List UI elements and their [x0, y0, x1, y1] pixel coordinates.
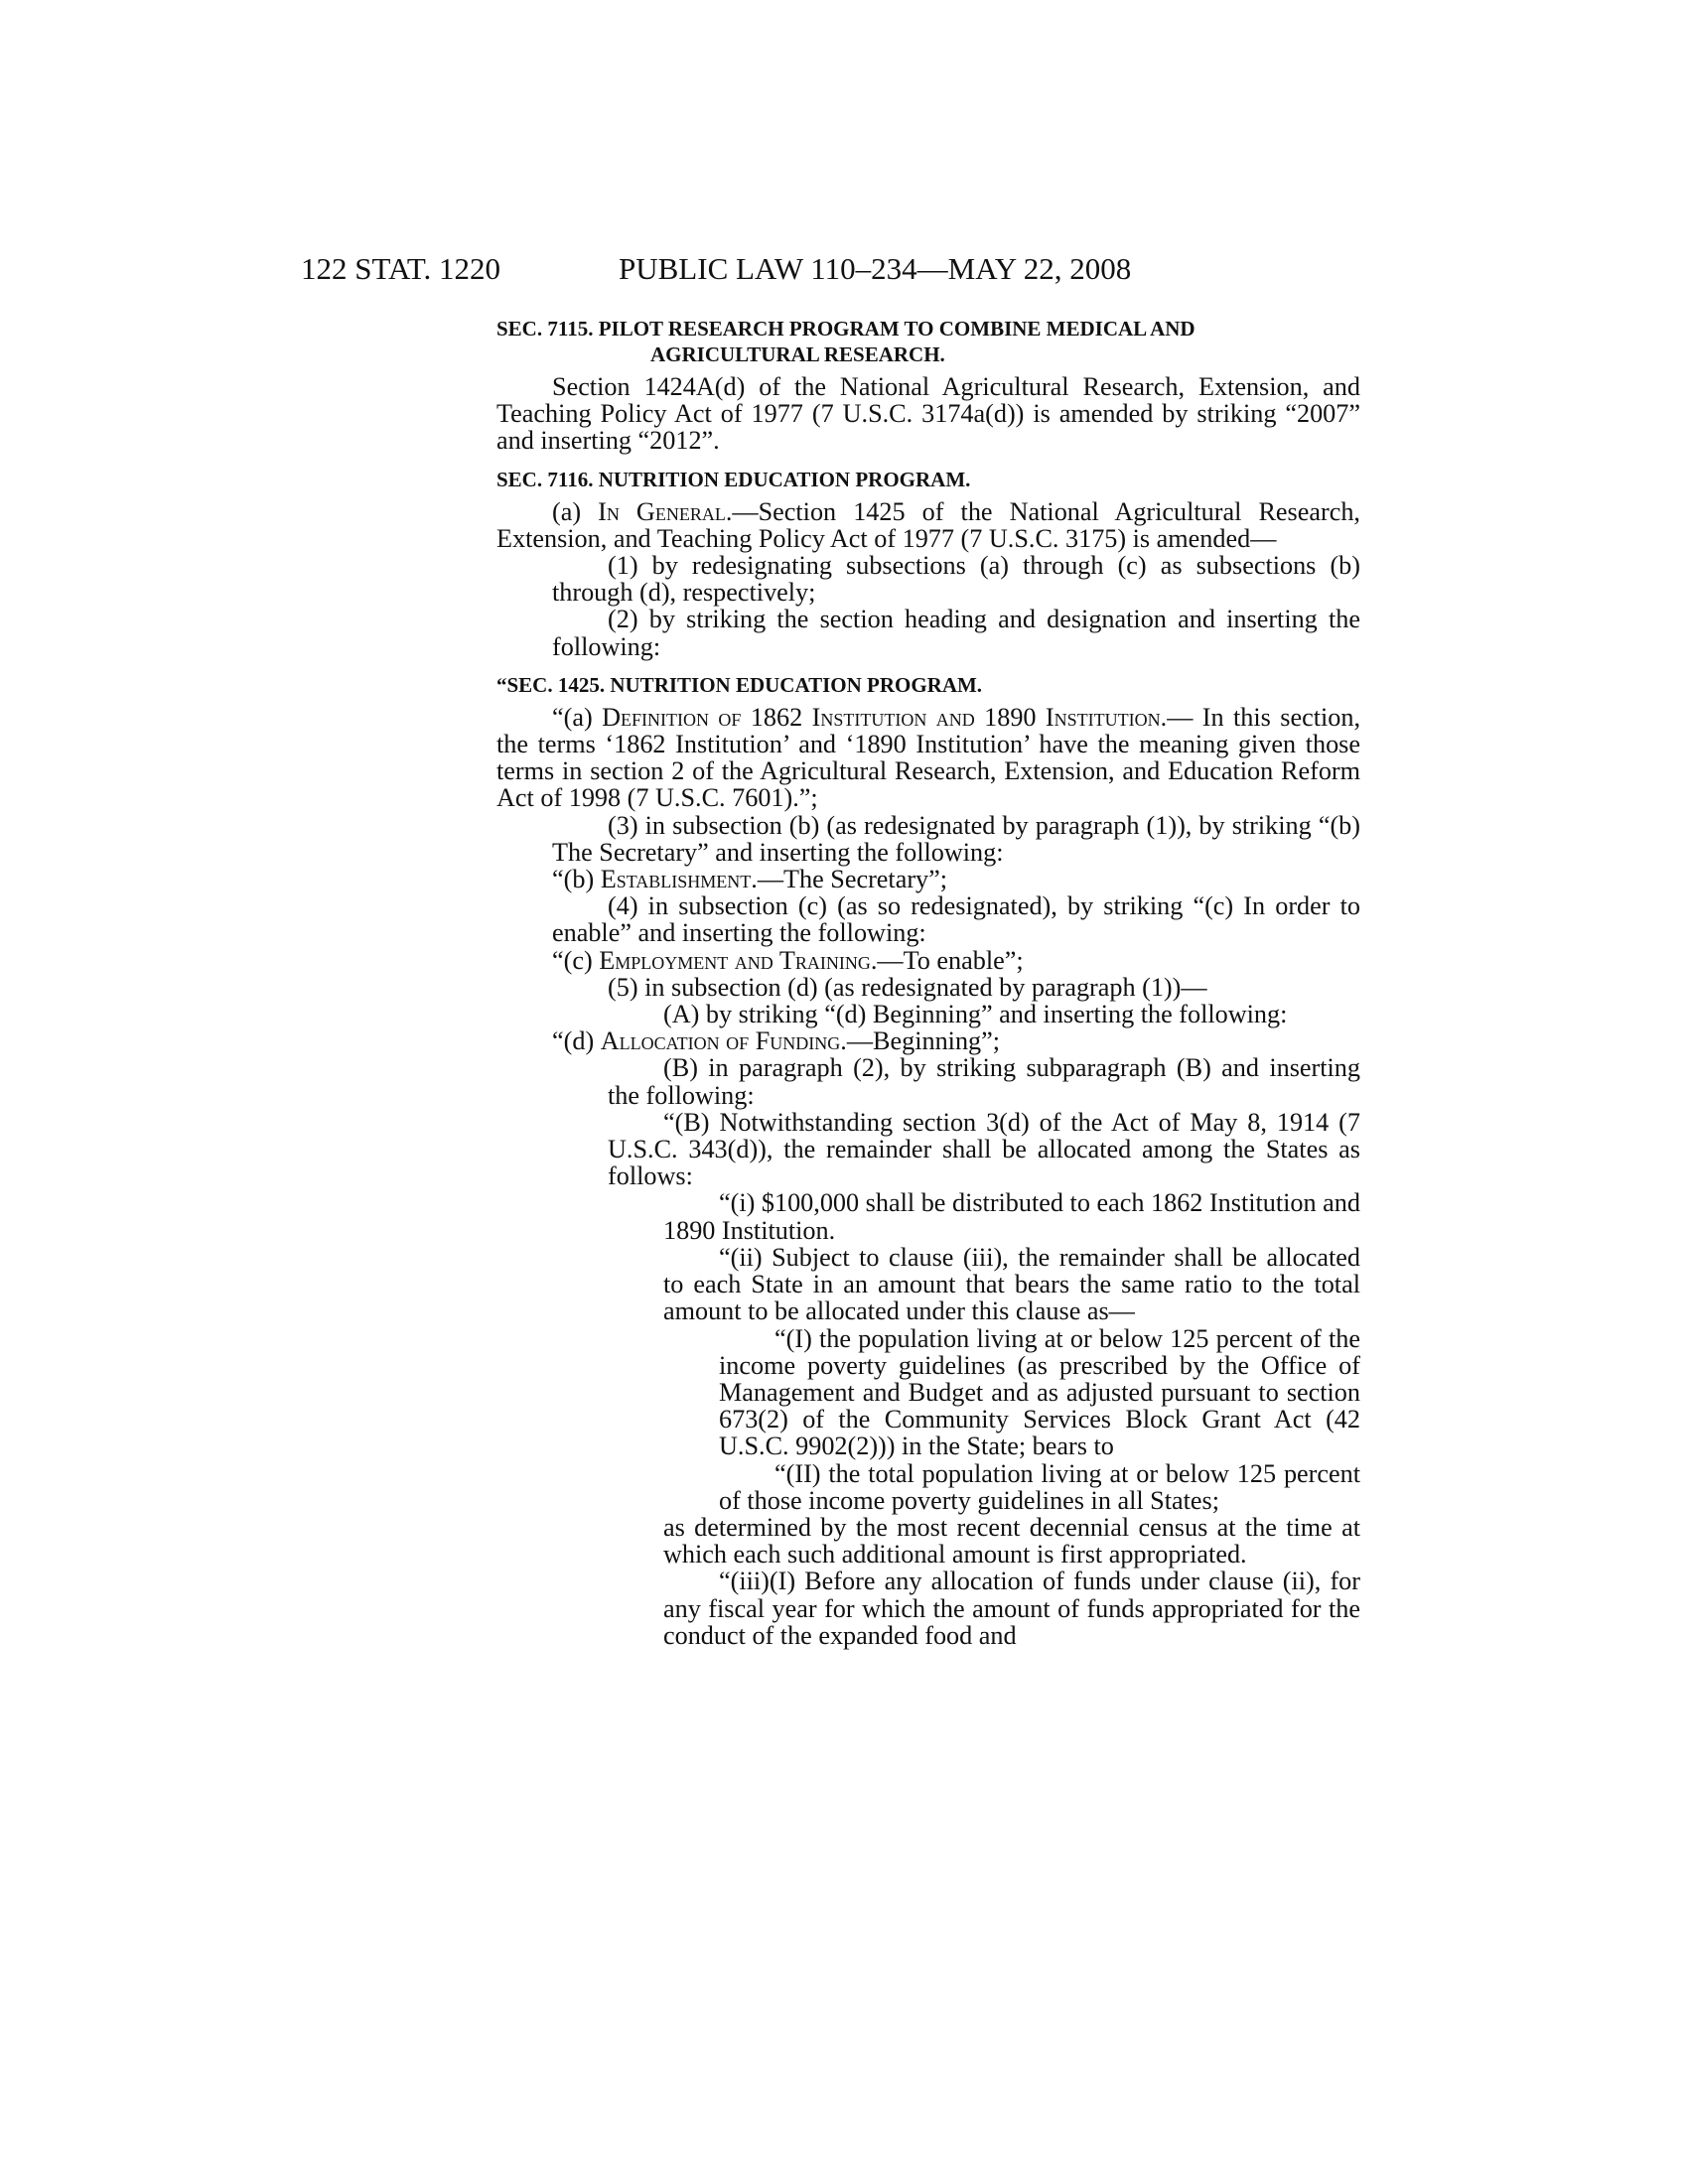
- quoted-subparagraph-B: “(B) Notwithstanding section 3(d) of the Act of May 8, 1914 (7 U.S.C. 343(d)), the remainder shall be allocated among the States as follows:: [608, 1107, 1360, 1191]
- document-body: [496, 316, 1360, 1649]
- paragraph-5: (5) in subsection (d) (as redesignated by paragraph (1))—: [608, 972, 1207, 1002]
- paragraph-1: (1) by redesignating subsections (a) through (c) as subsections (b) through (d), respectively;: [552, 551, 1360, 608]
- quoted-subsection-a: “(a) Definition of 1862 Institution and 1890 Institution.— In this section, the terms ‘1862 Institution’ and ‘1890 Institution’ have the meaning given those terms in section 2 of the Agricultural Research, Extension, and Education Reform Act of 1998 (7 U.S.C. 7601).”;: [496, 702, 1360, 813]
- clause-i: “(i) $100,000 shall be distributed to each 1862 Institution and 1890 Institution.: [663, 1188, 1360, 1245]
- quoted-subsection-d: “(d) Allocation of Funding.—Beginning”;: [552, 1026, 1001, 1056]
- section-7115-heading: SEC. 7115. PILOT RESEARCH PROGRAM TO COMBINE MEDICAL AND AGRICULTURAL RESEARCH.: [496, 317, 1196, 366]
- paragraph-2: (2) by striking the section heading and designation and inserting the following:: [552, 605, 1360, 661]
- subsection-caption: Allocation of Funding: [600, 1026, 841, 1056]
- paragraph-3: (3) in subsection (b) (as redesignated by paragraph (1)), by striking “(b) The Secretary” and inserting the following:: [552, 810, 1360, 867]
- quoted-subsection-c: “(c) Employment and Training.—To enable”;: [552, 945, 1024, 975]
- section-7116-heading: SEC. 7116. NUTRITION EDUCATION PROGRAM.: [496, 467, 971, 491]
- paragraph-4: (4) in subsection (c) (as so redesignated), by striking “(c) In order to enable” and inserting the following:: [552, 891, 1360, 948]
- subparagraph-B: (B) in paragraph (2), by striking subparagraph (B) and inserting the following:: [608, 1053, 1360, 1110]
- quoted-subsection-b: “(b) Establishment.—The Secretary”;: [552, 865, 948, 894]
- clause-ii: “(ii) Subject to clause (iii), the remainder shall be allocated to each State in an amount that bears the same ratio to the total amount to be allocated under this clause as—: [663, 1242, 1360, 1326]
- subsection-caption: Definition of 1862 Institution and 1890 Institution: [602, 702, 1161, 732]
- section-1425-heading: “SEC. 1425. NUTRITION EDUCATION PROGRAM.: [496, 672, 983, 697]
- subsection-caption: Employment and Training: [599, 945, 871, 975]
- subsection-caption: Establishment: [600, 865, 752, 894]
- subclause-II: “(II) the total population living at or below 125 percent of those income poverty guidelines in all States;: [719, 1458, 1360, 1515]
- section-7115-text: Section 1424A(d) of the National Agricultural Research, Extension, and Teaching Policy Act of 1977 (7 U.S.C. 3174a(d)) is amended by striking “2007” and inserting “2012”.: [496, 372, 1360, 456]
- statute-reference: 122 STAT. 1220: [301, 251, 501, 286]
- page-header: [301, 249, 1378, 289]
- subsection-caption: In General: [598, 496, 726, 526]
- clause-iii: “(iii)(I) Before any allocation of funds under clause (ii), for any fiscal year for which the amount of funds appropriated for the conduct of the expanded food and: [663, 1567, 1360, 1650]
- subparagraph-A: (A) by striking “(d) Beginning” and inserting the following:: [663, 1000, 1288, 1029]
- section-7116-subsection-a: (a) In General.—Section 1425 of the National Agricultural Research, Extension, and Teaching Policy Act of 1977 (7 U.S.C. 3175) is amended—: [496, 496, 1360, 553]
- subclause-I: “(I) the population living at or below 125 percent of the income poverty guidelines (as prescribed by the Office of Management and Budget and as adjusted pursuant to section 673(2) of the Community Services Block Grant Act (42 U.S.C. 9902(2))) in the State; bears to: [719, 1323, 1360, 1461]
- census-determination-text: as determined by the most recent decennial census at the time at which each such additional amount is first appropriated.: [663, 1512, 1360, 1570]
- public-law-title: PUBLIC LAW 110–234—MAY 22, 2008: [619, 251, 1132, 286]
